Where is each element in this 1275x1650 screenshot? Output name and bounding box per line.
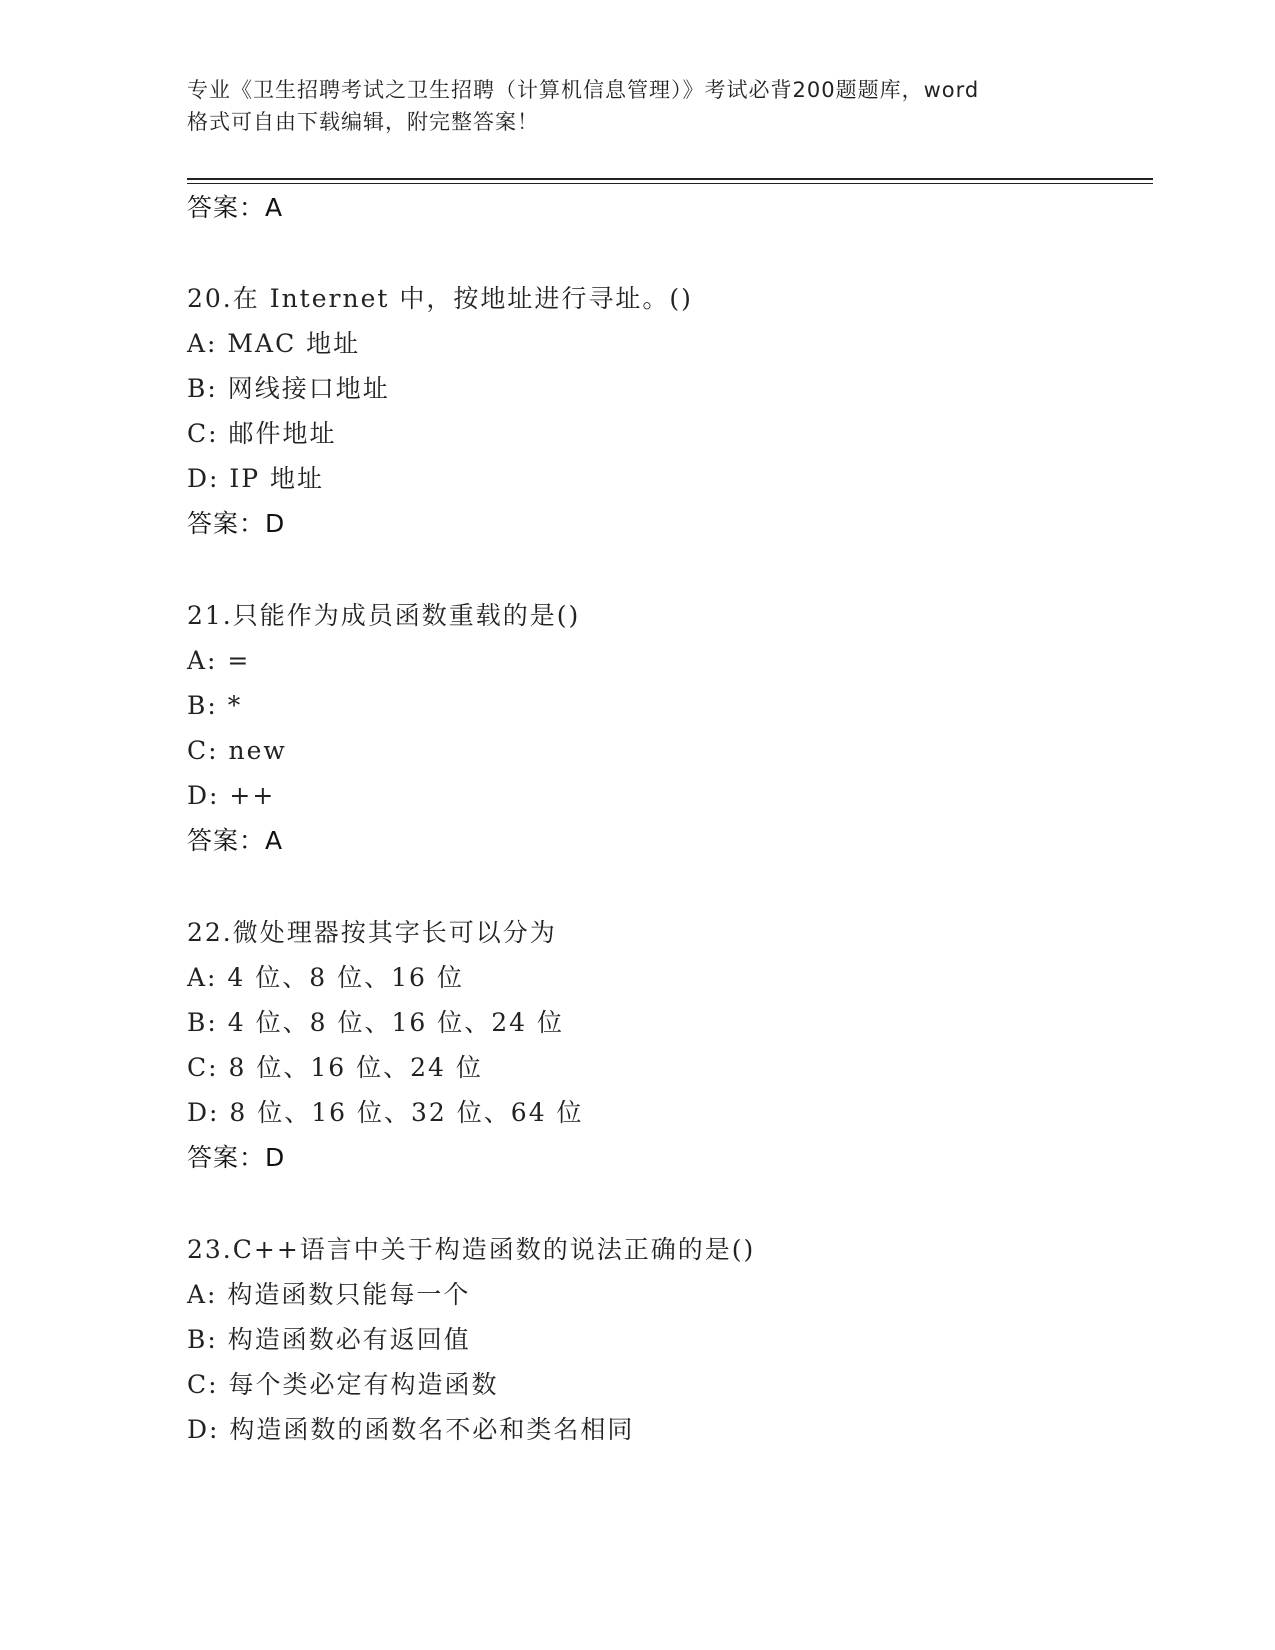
- question-22: [187, 918, 1147, 1188]
- option-c: C: 邮件地址: [187, 419, 337, 448]
- option-a: A: =: [187, 646, 251, 675]
- option-d: D: 8 位、16 位、32 位、64 位: [187, 1098, 584, 1127]
- first-answer-block: [187, 193, 1147, 238]
- header-line-1: 专业《卫生招聘考试之卫生招聘（计算机信息管理）》考试必背200题题库，word: [187, 78, 980, 102]
- option-c: C: 每个类必定有构造函数: [187, 1370, 499, 1399]
- question-23: [187, 1235, 1147, 1460]
- page-header: [187, 74, 1087, 138]
- answer-line: 答案：D: [187, 509, 286, 538]
- option-b: B: 4 位、8 位、16 位、24 位: [187, 1008, 564, 1037]
- option-d: D: 构造函数的函数名不必和类名相同: [187, 1415, 635, 1444]
- answer-line: 答案：A: [187, 193, 284, 222]
- answer-line: 答案：D: [187, 1143, 286, 1172]
- option-a: A: MAC 地址: [187, 329, 361, 358]
- option-b: B: 网线接口地址: [187, 374, 390, 403]
- header-rule-thin: [187, 183, 1153, 184]
- option-a: A: 构造函数只能每一个: [187, 1280, 471, 1309]
- question-title: 21.只能作为成员函数重载的是(): [187, 601, 581, 630]
- option-d: D: ++: [187, 781, 276, 810]
- option-b: B: 构造函数必有返回值: [187, 1325, 471, 1354]
- question-20: [187, 284, 1147, 554]
- option-a: A: 4 位、8 位、16 位: [187, 963, 464, 992]
- header-line-2: 格式可自由下载编辑，附完整答案！: [187, 110, 539, 134]
- answer-line: 答案：A: [187, 826, 284, 855]
- question-title: 23.C++语言中关于构造函数的说法正确的是(): [187, 1235, 756, 1264]
- option-c: C: 8 位、16 位、24 位: [187, 1053, 483, 1082]
- question-title: 20.在 Internet 中，按地址进行寻址。(): [187, 284, 693, 313]
- option-d: D: IP 地址: [187, 464, 325, 493]
- option-c: C: new: [187, 736, 287, 765]
- option-b: B: *: [187, 691, 243, 720]
- question-title: 22.微处理器按其字长可以分为: [187, 918, 557, 947]
- header-rule-thick: [187, 178, 1153, 180]
- question-21: [187, 601, 1147, 871]
